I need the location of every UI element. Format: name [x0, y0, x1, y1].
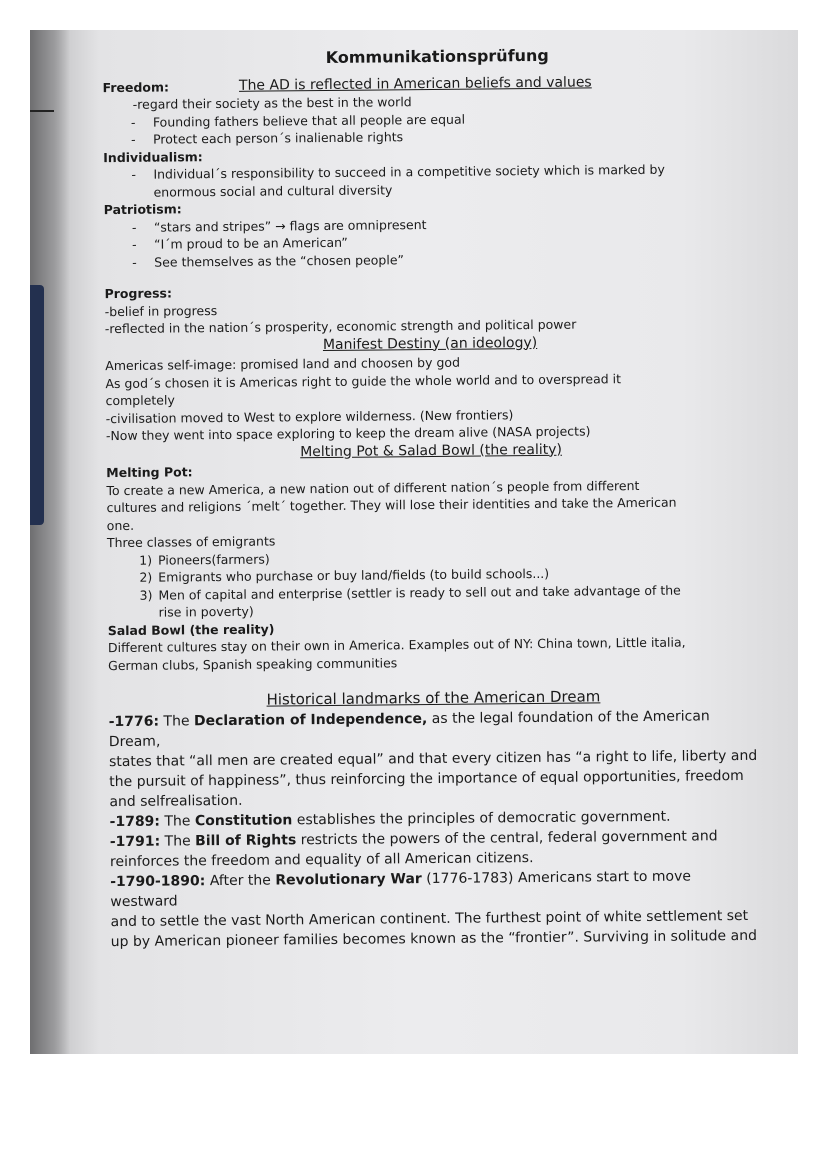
declaration-term: Declaration of Independence, — [193, 710, 428, 729]
event-1790: -1790-1890: After the Revolutionary War (1776-1783) Americans start to move westward — [110, 868, 692, 910]
constitution-term: Constitution — [194, 811, 293, 829]
patriotism-bullet: - “stars and stripes” → flags are omnipresent — [131, 216, 427, 235]
year-1789: -1789: — [109, 813, 161, 830]
event-1791: -1791: The Bill of Rights restricts the powers of the central, federal government and — [109, 827, 718, 850]
page-title: Kommunikationsprüfung — [325, 45, 549, 67]
binder-tab — [30, 285, 44, 525]
patriotism-bullet-text: See themselves as the “chosen people” — [154, 251, 405, 270]
freedom-heading: Freedom: — [102, 78, 170, 95]
salad-heading: Salad Bowl (the reality) — [107, 621, 275, 638]
salad-line: Different cultures stay on their own in America. Examples out of NY: China town, Little italia, — [107, 634, 686, 656]
freedom-bullet-text: Founding fathers believe that all people are equal — [152, 111, 466, 130]
melting-heading: Melting Pot & Salad Bowl (the reality) — [300, 441, 563, 460]
manifest-line: -civilisation moved to West to explore wilderness. (New frontiers) — [105, 406, 514, 426]
manifest-line: As god´s chosen it is Americas right to guide the whole world and to overspread it — [105, 370, 622, 391]
bill-of-rights-term: Bill of Rights — [195, 831, 297, 849]
progress-line: -belief in progress — [104, 302, 218, 319]
classes-heading: Three classes of emigrants — [106, 533, 276, 551]
class-item-text: Emigrants who purchase or buy land/fields (to build schools...) — [158, 565, 550, 585]
individualism-bullet: - Individual´s responsibility to succeed in a competitive society which is marked by — [131, 161, 665, 182]
salad-line: German clubs, Spanish speaking communities — [108, 654, 398, 673]
class-item-number: 1) — [139, 552, 153, 568]
freedom-bullet: - Protect each person´s inalienable rights — [130, 129, 404, 147]
document-page — [102, 37, 762, 1043]
edge-mark — [30, 110, 54, 112]
manifest-line: Americas self-image: promised land and choosen by god — [105, 354, 461, 374]
event-1791-line: reinforces the freedom and equality of all American citizens. — [109, 849, 534, 870]
event-1776-line: and selfrealisation. — [109, 792, 243, 810]
manifest-line: completely — [105, 392, 175, 409]
class-item-cont-text: rise in poverty) — [158, 603, 254, 620]
freedom-line: -regard their society as the best in the world — [132, 94, 412, 112]
year-1790-1890: -1790-1890: — [110, 872, 206, 890]
freedom-bullet-text: Protect each person´s inalienable rights — [152, 129, 404, 147]
patriotism-heading: Patriotism: — [103, 201, 182, 218]
page-fold-shadow — [30, 30, 70, 1054]
melting-subheading: Melting Pot: — [106, 464, 193, 481]
ad-subtitle: The AD is reflected in American beliefs and values — [238, 73, 592, 94]
manifest-heading: Manifest Destiny (an ideology) — [322, 334, 538, 353]
year-1791: -1791: — [109, 833, 161, 850]
melting-paragraph-line: cultures and religions ´melt´ together. They will lose their identities and take the American — [106, 494, 677, 516]
event-1790-line: up by American pioneer families becomes known as the “frontier”. Surviving in solitude and — [110, 927, 757, 950]
event-1776-line: states that “all men are created equal” and that every citizen has “a right to life, liberty and — [108, 747, 758, 770]
freedom-bullet: - Founding fathers believe that all people are equal — [130, 111, 466, 130]
revolutionary-war-term: Revolutionary War — [275, 870, 422, 889]
individualism-bullet-text: Individual´s responsibility to succeed in a competitive society which is marked by — [153, 161, 665, 182]
progress-line: -reflected in the nation´s prosperity, economic strength and political power — [104, 316, 577, 337]
event-1776: -1776: The Declaration of Independence, as the legal foundation of the American Dream, — [108, 707, 710, 750]
melting-paragraph-line: one. — [106, 517, 135, 533]
class-item-number: 3) — [139, 587, 153, 603]
individualism-bullet-cont-text: enormous social and cultural diversity — [153, 181, 393, 200]
year-1776: -1776: — [108, 713, 160, 730]
patriotism-bullet-text: “stars and stripes” → flags are omnipresent — [153, 216, 427, 235]
historical-text — [109, 705, 761, 951]
class-item-number: 2) — [139, 569, 153, 585]
melting-paragraph-line: To create a new America, a new nation out of different nation´s people from different — [106, 477, 640, 498]
event-1789: -1789: The Constitution establishes the principles of democratic government. — [109, 808, 671, 830]
progress-heading: Progress: — [104, 285, 172, 302]
historical-heading: Historical landmarks of the American Dream — [266, 687, 601, 709]
class-item-text: Men of capital and enterprise (settler is ready to sell out and take advantage of the — [158, 582, 681, 603]
patriotism-bullet-text: “I´m proud to be an American” — [153, 234, 348, 252]
event-1776-line: the pursuit of happiness”, thus reinforcing the importance of equal opportunities, freedom — [109, 767, 744, 790]
event-1790-line: and to settle the vast North American continent. The furthest point of white settlement set — [110, 907, 749, 930]
manifest-line: -Now they went into space exploring to keep the dream alive (NASA projects) — [105, 423, 591, 444]
individualism-heading: Individualism: — [103, 148, 203, 165]
patriotism-bullet: - See themselves as the “chosen people” — [132, 251, 405, 270]
class-item-text: Pioneers(farmers) — [158, 551, 270, 568]
patriotism-bullet: - “I´m proud to be an American” — [131, 234, 348, 252]
